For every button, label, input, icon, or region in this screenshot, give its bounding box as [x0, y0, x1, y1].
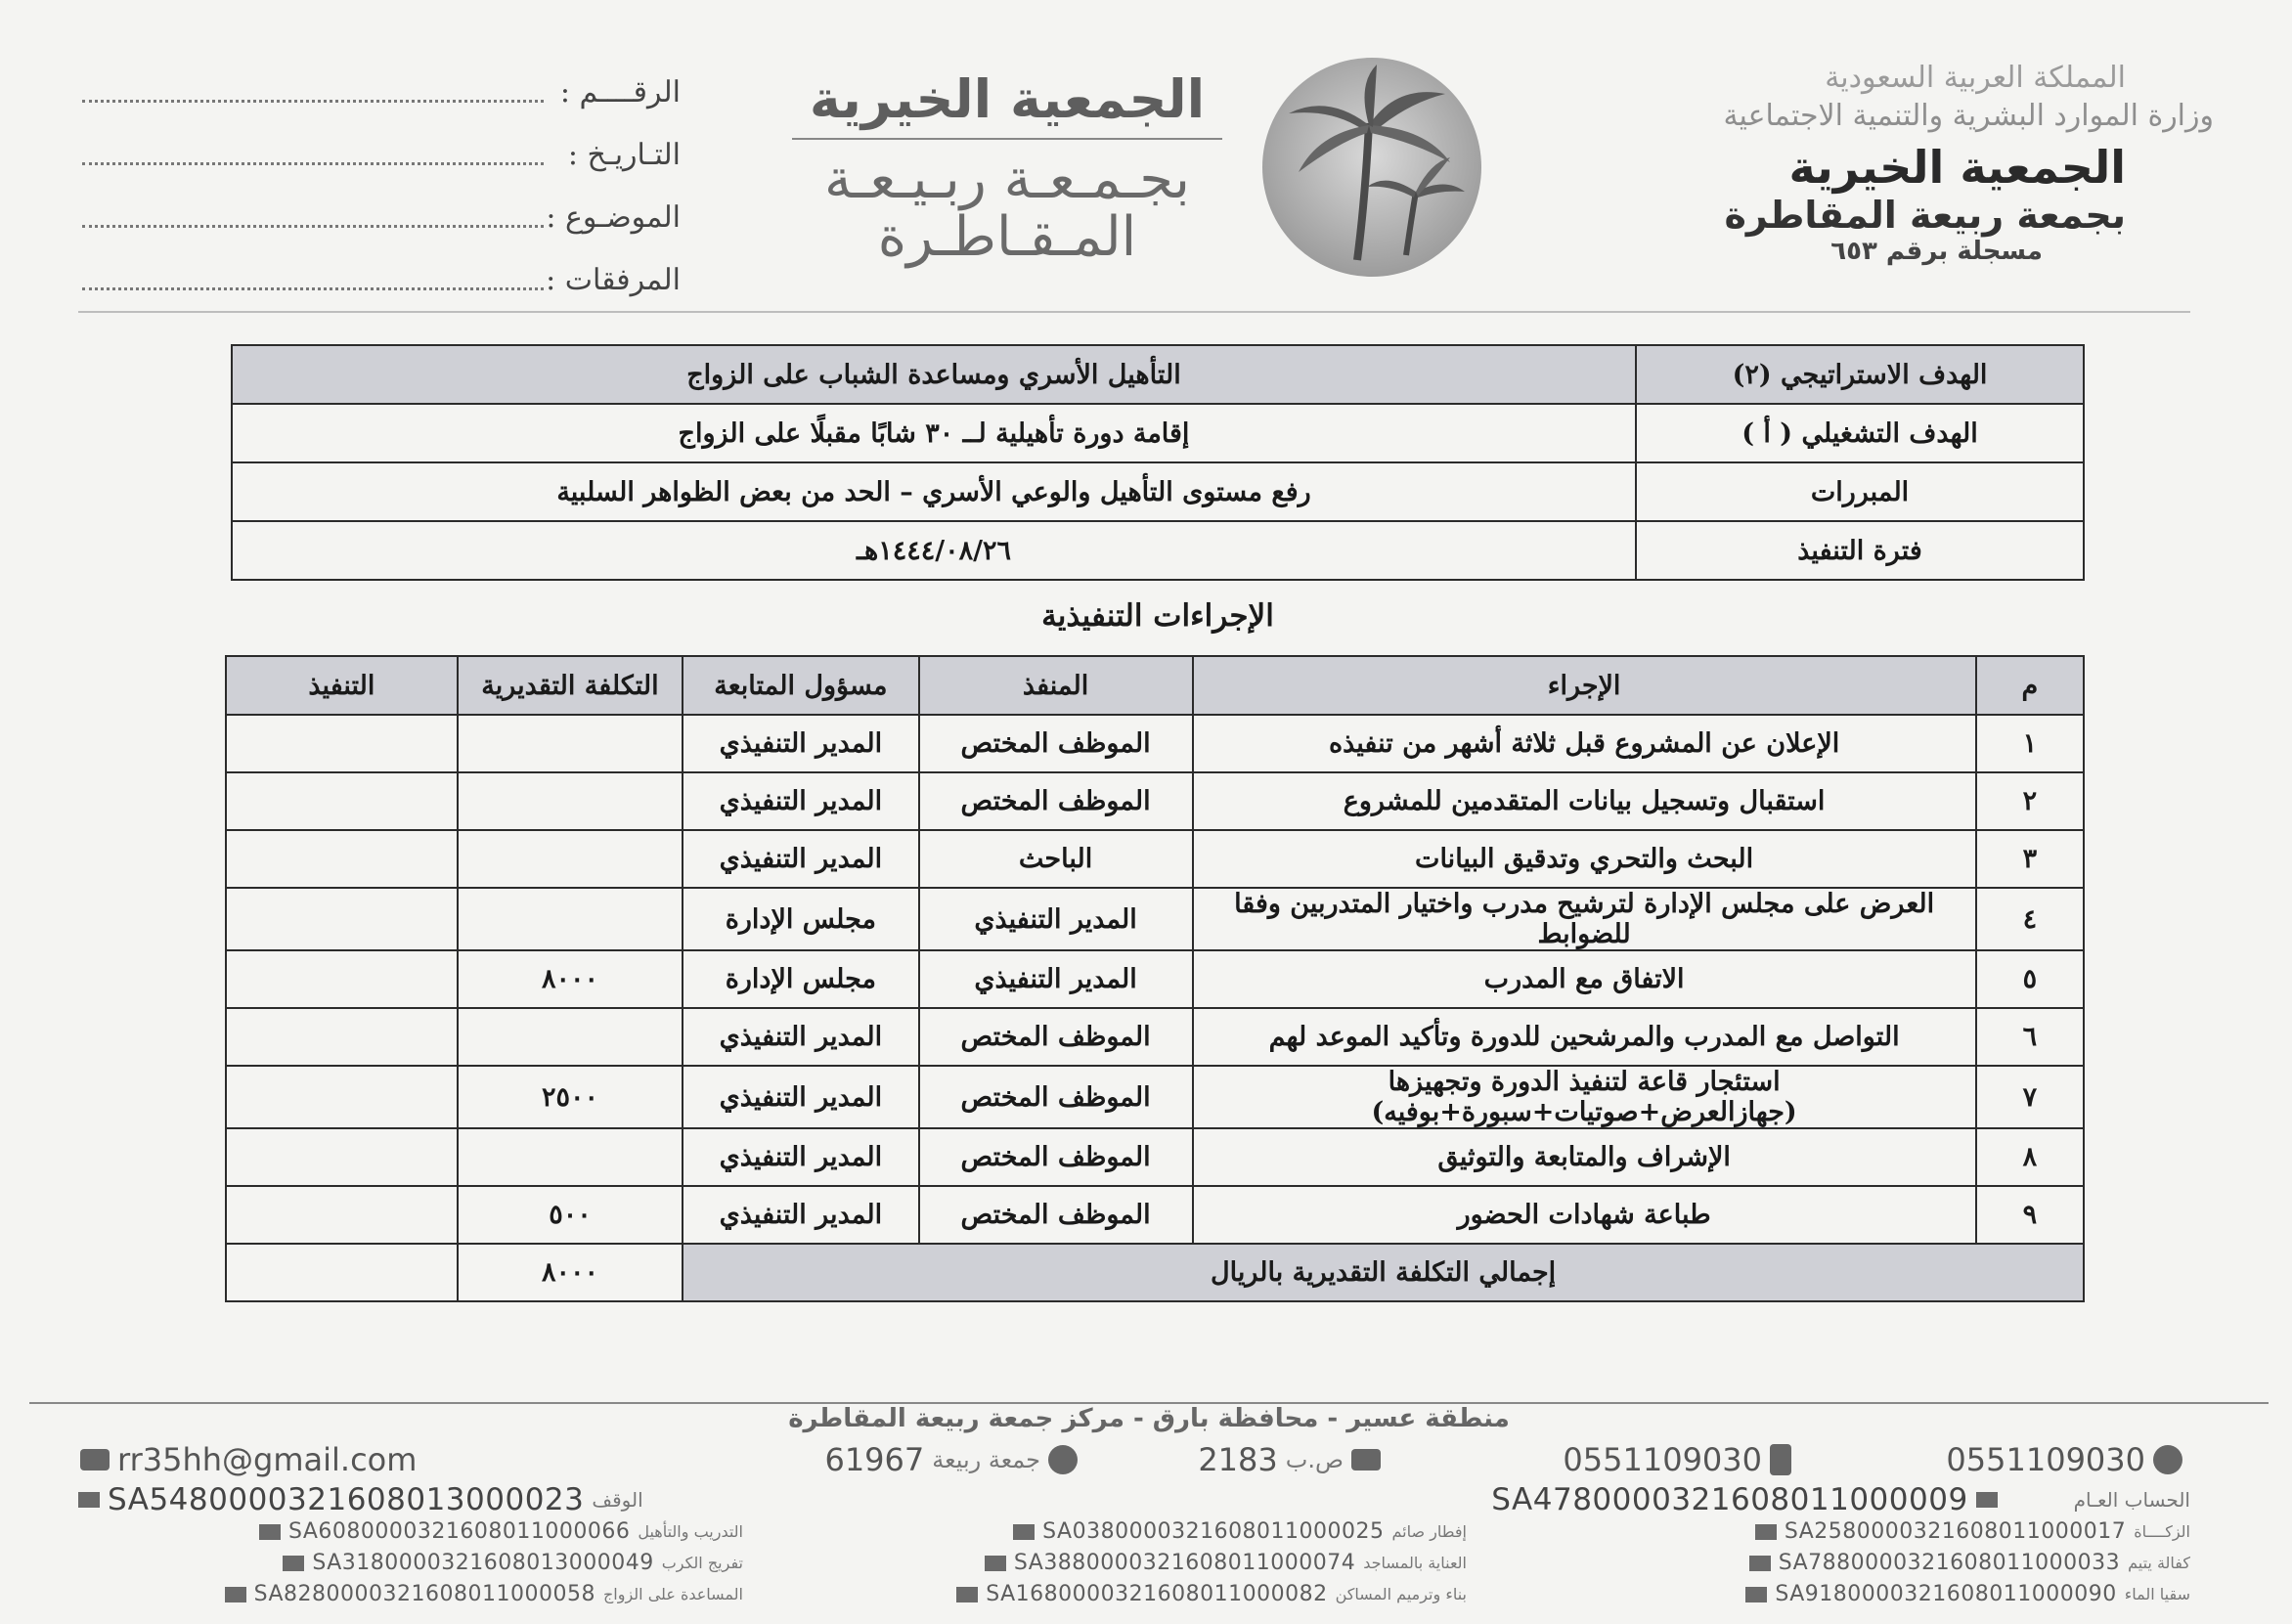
center-title-line2: بجـمـعـة ربـيـعـة: [824, 148, 1190, 211]
org-name-text: الجمعية الخيرية: [1788, 141, 2126, 194]
info-label: المبررات: [1636, 462, 2084, 521]
account-name: الوقف: [592, 1488, 643, 1512]
table-row: [226, 1186, 2084, 1244]
bank-icon: [1976, 1492, 1998, 1508]
bank-account: [259, 1519, 743, 1544]
bank-icon: [1755, 1524, 1777, 1540]
row-number: ٨: [1976, 1128, 2084, 1186]
general-account: [1491, 1482, 2190, 1517]
row-executor: الموظف المختص: [919, 1128, 1193, 1186]
account-number: SA9180000321608011000090: [1775, 1582, 2117, 1606]
row-cost: [458, 772, 683, 830]
bank-account: [1755, 1519, 2190, 1544]
po-box-label: ص.ب: [1285, 1446, 1344, 1473]
field-attachments-line[interactable]: [82, 280, 544, 290]
row-executor: الموظف المختص: [919, 715, 1193, 772]
org-location-text: بجمعة ربيعة المقاطرة: [1724, 194, 2126, 237]
row-executor: الباحث: [919, 830, 1193, 888]
ministry-text: وزارة الموارد البشرية والتنمية الاجتماعية: [1723, 99, 2214, 133]
info-value: رفع مستوى التأهيل والوعي الأسري – الحد من بعض الظواهر السلبية: [232, 462, 1636, 521]
account-name: كفالة يتيم: [2128, 1554, 2190, 1572]
row-followup: المدير التنفيذي: [683, 1186, 918, 1244]
total-label: إجمالي التكلفة التقديرية بالريال: [683, 1244, 2084, 1301]
info-label: فترة التنفيذ: [1636, 521, 2084, 580]
account-number: SA4780000321608011000009: [1491, 1482, 1968, 1517]
kingdom-text: المملكة العربية السعودية: [1825, 61, 2126, 95]
header-divider: [78, 311, 2190, 313]
row-number: ٧: [1976, 1066, 2084, 1128]
account-name: بناء وترميم المساكن: [1335, 1585, 1467, 1603]
account-number: SA0380000321608011000025: [1042, 1519, 1385, 1544]
total-row: [226, 1244, 2084, 1301]
col-header-number: م: [1976, 656, 2084, 715]
account-number: SA3880000321608011000074: [1013, 1551, 1356, 1575]
row-followup: مجلس الإدارة: [683, 888, 918, 950]
info-value: التأهيل الأسري ومساعدة الشباب على الزواج: [232, 345, 1636, 404]
center-title-line3: المـقـاطـرة: [877, 205, 1137, 269]
table-row: [226, 772, 2084, 830]
bank-icon: [956, 1587, 978, 1602]
info-value: إقامة دورة تأهيلية لــ ٣٠ شابًا مقبلًا على الزواج: [232, 404, 1636, 462]
row-action: التواصل مع المدرب والمرشحين للدورة وتأكيد الموعد لهم: [1193, 1008, 1976, 1066]
procedures-table: [225, 655, 2085, 1302]
mobile-phone-icon: [1770, 1444, 1791, 1475]
mobile-number[interactable]: 0551109030: [1563, 1441, 1762, 1478]
bank-account: [225, 1582, 743, 1606]
row-followup: المدير التنفيذي: [683, 772, 918, 830]
account-name: العناية بالمساجد: [1363, 1554, 1467, 1572]
row-cost: ٥٠٠: [458, 1186, 683, 1244]
row-cost: [458, 715, 683, 772]
row-cost: [458, 830, 683, 888]
row-executor: الموظف المختص: [919, 772, 1193, 830]
info-value: ١٤٤٤/٠٨/٢٦هـ: [232, 521, 1636, 580]
row-action: العرض على مجلس الإدارة لترشيح مدرب واختيار المتدربين وفقا للضوابط: [1193, 888, 1976, 950]
center-title-line1: الجمعية الخيرية: [809, 68, 1206, 130]
row-action: الاتفاق مع المدرب: [1193, 950, 1976, 1008]
row-followup: مجلس الإدارة: [683, 950, 918, 1008]
row-execution: [226, 772, 458, 830]
email-contact: [80, 1441, 417, 1478]
bank-account: [1745, 1582, 2190, 1606]
po-box-contact: [1198, 1441, 1381, 1478]
row-execution: [226, 888, 458, 950]
row-executor: الموظف المختص: [919, 1066, 1193, 1128]
goal-info-table: [231, 344, 2085, 581]
row-action: استقبال وتسجيل بيانات المتقدمين للمشروع: [1193, 772, 1976, 830]
mobile-contact: [1563, 1441, 1791, 1478]
postal-label: جمعة ربيعة: [932, 1446, 1040, 1473]
po-box-number: 2183: [1198, 1441, 1278, 1478]
field-number-line[interactable]: [82, 92, 544, 103]
row-action: طباعة شهادات الحضور: [1193, 1186, 1976, 1244]
row-execution: [226, 1066, 458, 1128]
table-row: [226, 950, 2084, 1008]
table-row: [226, 715, 2084, 772]
row-followup: المدير التنفيذي: [683, 1128, 918, 1186]
field-subject: الموضـوع :: [74, 186, 681, 248]
col-header-executor: المنفذ: [919, 656, 1193, 715]
row-execution: [226, 715, 458, 772]
row-execution: [226, 950, 458, 1008]
row-cost: [458, 1128, 683, 1186]
bank-account: [283, 1551, 743, 1575]
mailbox-icon: [1351, 1449, 1381, 1470]
row-action: الإشراف والمتابعة والتوثيق: [1193, 1128, 1976, 1186]
header-center-title: [763, 68, 1252, 269]
account-name: التدريب والتأهيل: [638, 1522, 743, 1541]
field-subject-line[interactable]: [82, 217, 544, 228]
account-number: SA3180000321608013000049: [312, 1551, 654, 1575]
bank-icon: [1749, 1556, 1771, 1571]
bank-icon: [985, 1556, 1006, 1571]
email-address[interactable]: rr35hh@gmail.com: [117, 1441, 418, 1478]
bank-icon: [283, 1556, 304, 1571]
info-row: [232, 462, 2084, 521]
account-name: الحساب العـام: [2073, 1488, 2190, 1512]
row-executor: المدير التنفيذي: [919, 950, 1193, 1008]
col-header-action: الإجراء: [1193, 656, 1976, 715]
accounts-row: [78, 1519, 2190, 1549]
row-number: ٦: [1976, 1008, 2084, 1066]
row-execution: [226, 1186, 458, 1244]
row-followup: المدير التنفيذي: [683, 830, 918, 888]
postal-code: 61967: [824, 1441, 925, 1478]
account-name: المساعدة على الزواج: [602, 1585, 743, 1603]
bank-icon: [78, 1492, 100, 1508]
row-executor: الموظف المختص: [919, 1008, 1193, 1066]
account-number: SA1680000321608011000082: [986, 1582, 1328, 1606]
row-action: استئجار قاعة لتنفيذ الدورة وتجهيزها (جهازالعرض+صوتيات+سبورة+بوفيه): [1193, 1066, 1976, 1128]
row-cost: [458, 1008, 683, 1066]
center-title-rule: [792, 138, 1222, 140]
table-row: [226, 830, 2084, 888]
field-number: الرقــــم :: [74, 61, 681, 123]
bank-icon: [1745, 1587, 1767, 1602]
table-row: [226, 1128, 2084, 1186]
row-followup: المدير التنفيذي: [683, 1066, 918, 1128]
total-value: ٨٠٠٠: [458, 1244, 683, 1301]
endowment-account: [78, 1482, 643, 1517]
row-action: الإعلان عن المشروع قبل ثلاثة أشهر من تنفيذه: [1193, 715, 1976, 772]
table-row: [226, 1008, 2084, 1066]
bank-account: [956, 1582, 1467, 1606]
row-followup: المدير التنفيذي: [683, 715, 918, 772]
bank-icon: [1013, 1524, 1035, 1540]
row-cost: ٢٥٠٠: [458, 1066, 683, 1128]
account-number: SA5480000321608013000023: [108, 1482, 585, 1517]
footer-address: منطقة عسير - محافظة بارق - مركز جمعة ربيعة المقاطرة: [788, 1404, 1510, 1433]
row-execution: [226, 1128, 458, 1186]
procedures-title: الإجراءات التنفيذية: [1041, 598, 1274, 634]
total-execution: [226, 1244, 458, 1301]
postal-code-contact: [824, 1441, 1078, 1478]
row-followup: المدير التنفيذي: [683, 1008, 918, 1066]
whatsapp-number[interactable]: 0551109030: [1946, 1441, 2145, 1478]
bank-account: [985, 1551, 1467, 1575]
bank-icon: [259, 1524, 281, 1540]
registration-text: مسجلة برقم ٦٥٣: [1830, 237, 2043, 266]
account-name: سقيا الماء: [2124, 1585, 2190, 1603]
accounts-row: [78, 1551, 2190, 1580]
info-label: الهدف الاستراتيجي (٢): [1636, 345, 2084, 404]
bank-account: [1013, 1519, 1467, 1544]
field-date: التـاريـخ :: [74, 123, 681, 186]
row-number: ٤: [1976, 888, 2084, 950]
row-number: ٢: [1976, 772, 2084, 830]
col-header-followup: مسؤول المتابعة: [683, 656, 918, 715]
palm-logo: [1259, 55, 1484, 280]
row-cost: ٨٠٠٠: [458, 950, 683, 1008]
row-execution: [226, 830, 458, 888]
row-cost: [458, 888, 683, 950]
account-number: SA7880000321608011000033: [1778, 1551, 2121, 1575]
account-number: SA6080000321608011000066: [287, 1519, 631, 1544]
field-date-line[interactable]: [82, 154, 544, 165]
info-row: [232, 404, 2084, 462]
field-attachments: المرفقات :: [74, 248, 681, 311]
account-name: إفطار صائم: [1391, 1522, 1467, 1541]
row-number: ٣: [1976, 830, 2084, 888]
col-header-execution: التنفيذ: [226, 656, 458, 715]
row-execution: [226, 1008, 458, 1066]
accounts-row: [78, 1582, 2190, 1611]
row-number: ١: [1976, 715, 2084, 772]
row-executor: المدير التنفيذي: [919, 888, 1193, 950]
main-accounts-row: [78, 1482, 2190, 1517]
header-ministry-block: [1588, 61, 2214, 266]
col-header-cost: التكلفة التقديرية: [458, 656, 683, 715]
table-row: [226, 888, 2084, 950]
info-row: [232, 521, 2084, 580]
info-row: [232, 345, 2084, 404]
account-name: الزكــــاة: [2134, 1522, 2190, 1541]
account-number: SA8280000321608011000058: [253, 1582, 595, 1606]
row-number: ٩: [1976, 1186, 2084, 1244]
email-icon: [80, 1449, 110, 1470]
row-executor: الموظف المختص: [919, 1186, 1193, 1244]
row-action: البحث والتحري وتدقيق البيانات: [1193, 830, 1976, 888]
table-header-row: [226, 656, 2084, 715]
whatsapp-icon: [2153, 1445, 2182, 1474]
postal-icon: [1048, 1445, 1078, 1474]
header-reference-fields: [74, 61, 681, 311]
footer-contacts: [80, 1441, 2182, 1484]
bank-icon: [225, 1587, 246, 1602]
table-row: [226, 1066, 2084, 1128]
whatsapp-contact: [1946, 1441, 2182, 1478]
account-number: SA2580000321608011000017: [1784, 1519, 2127, 1544]
row-number: ٥: [1976, 950, 2084, 1008]
account-name: تفريج الكرب: [661, 1554, 743, 1572]
info-label: الهدف التشغيلي ( أ ): [1636, 404, 2084, 462]
bank-account: [1749, 1551, 2190, 1575]
